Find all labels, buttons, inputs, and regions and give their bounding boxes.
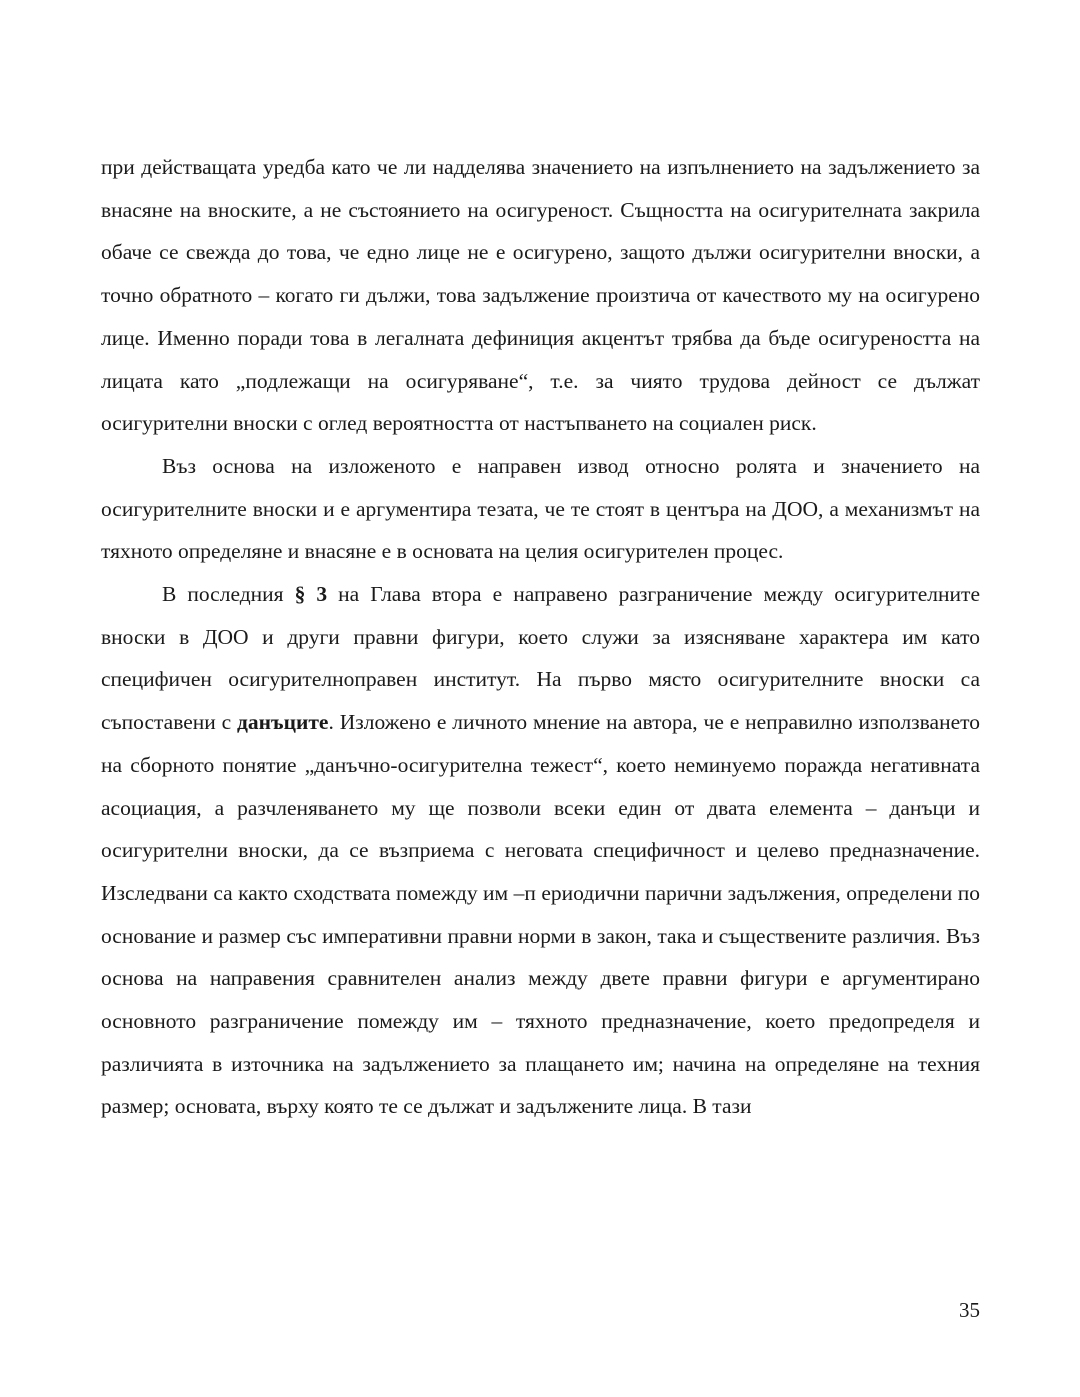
paragraph-3-text-2: на Глава втора е направено разграничение между осигурителните вноски в ДОО и други правни фигури, което служи за изясняване характера им като специфичен осигурителноправен институт. На първо място осигурителните вноски са съпоставени с	[101, 582, 980, 735]
paragraph-1: при действащата уредба като че ли надделява значението на изпълнението на задължението за внасяне на вноските, а не състоянието на осигуреност. Същността на осигурителната закрила обаче се свежда до това, че едно лице не е осигурено, защото дължи осигурителни вноски, а точно обратното – когато ги дължи, това задължение произтича от качеството му на осигурено лице. Именно поради това в легалната дефиниция акцентът трябва да бъде осигуреността на лицата като „подлежащи на осигуряване“, т.е. за чиято трудова дейност се дължат осигурителни вноски с оглед вероятността от настъпването на социален риск.	[101, 155, 980, 436]
taxes-term-bold: данъците	[237, 710, 329, 735]
body-text	[101, 146, 980, 1128]
section-ref-bold: § 3	[294, 582, 328, 607]
paragraph-2: Въз основа на изложеното е направен извод относно ролята и значението на осигурителните вноски и е аргументира тезата, че те стоят в центъра на ДОО, а механизмът на тяхното определяне и внасяне е в основата на целия осигурителен процес.	[101, 453, 980, 564]
paragraph-3-text-3: . Изложено е личното мнение на автора, че е неправилно използването на сборното понятие „данъчно-осигурителна тежест“, което неминуемо поражда негативната асоциация, а разчленяването му ще позволи всеки един от двата елемента – данъци и осигурителни вноски, да се възприема с неговата специфичност и целево предназначение. Изследвани са както сходствата помежду им –п ериодични парични задължения, определени по основание и размер със императивни правни норми в закон, така и съществените различия. Въз основа на направения сравнителен анализ между двете правни фигури е аргументирано основното разграничение помежду им – тяхното предназначение, което предопределя и различията в източника на задължението за плащането им; начина на определяне на техния размер; основата, върху която те се дължат и задължените лица. В тази	[101, 710, 980, 1119]
page-number: 35	[959, 1298, 980, 1322]
paragraph-3	[101, 573, 980, 1128]
paragraph-3-text-1: В последния	[162, 582, 295, 607]
